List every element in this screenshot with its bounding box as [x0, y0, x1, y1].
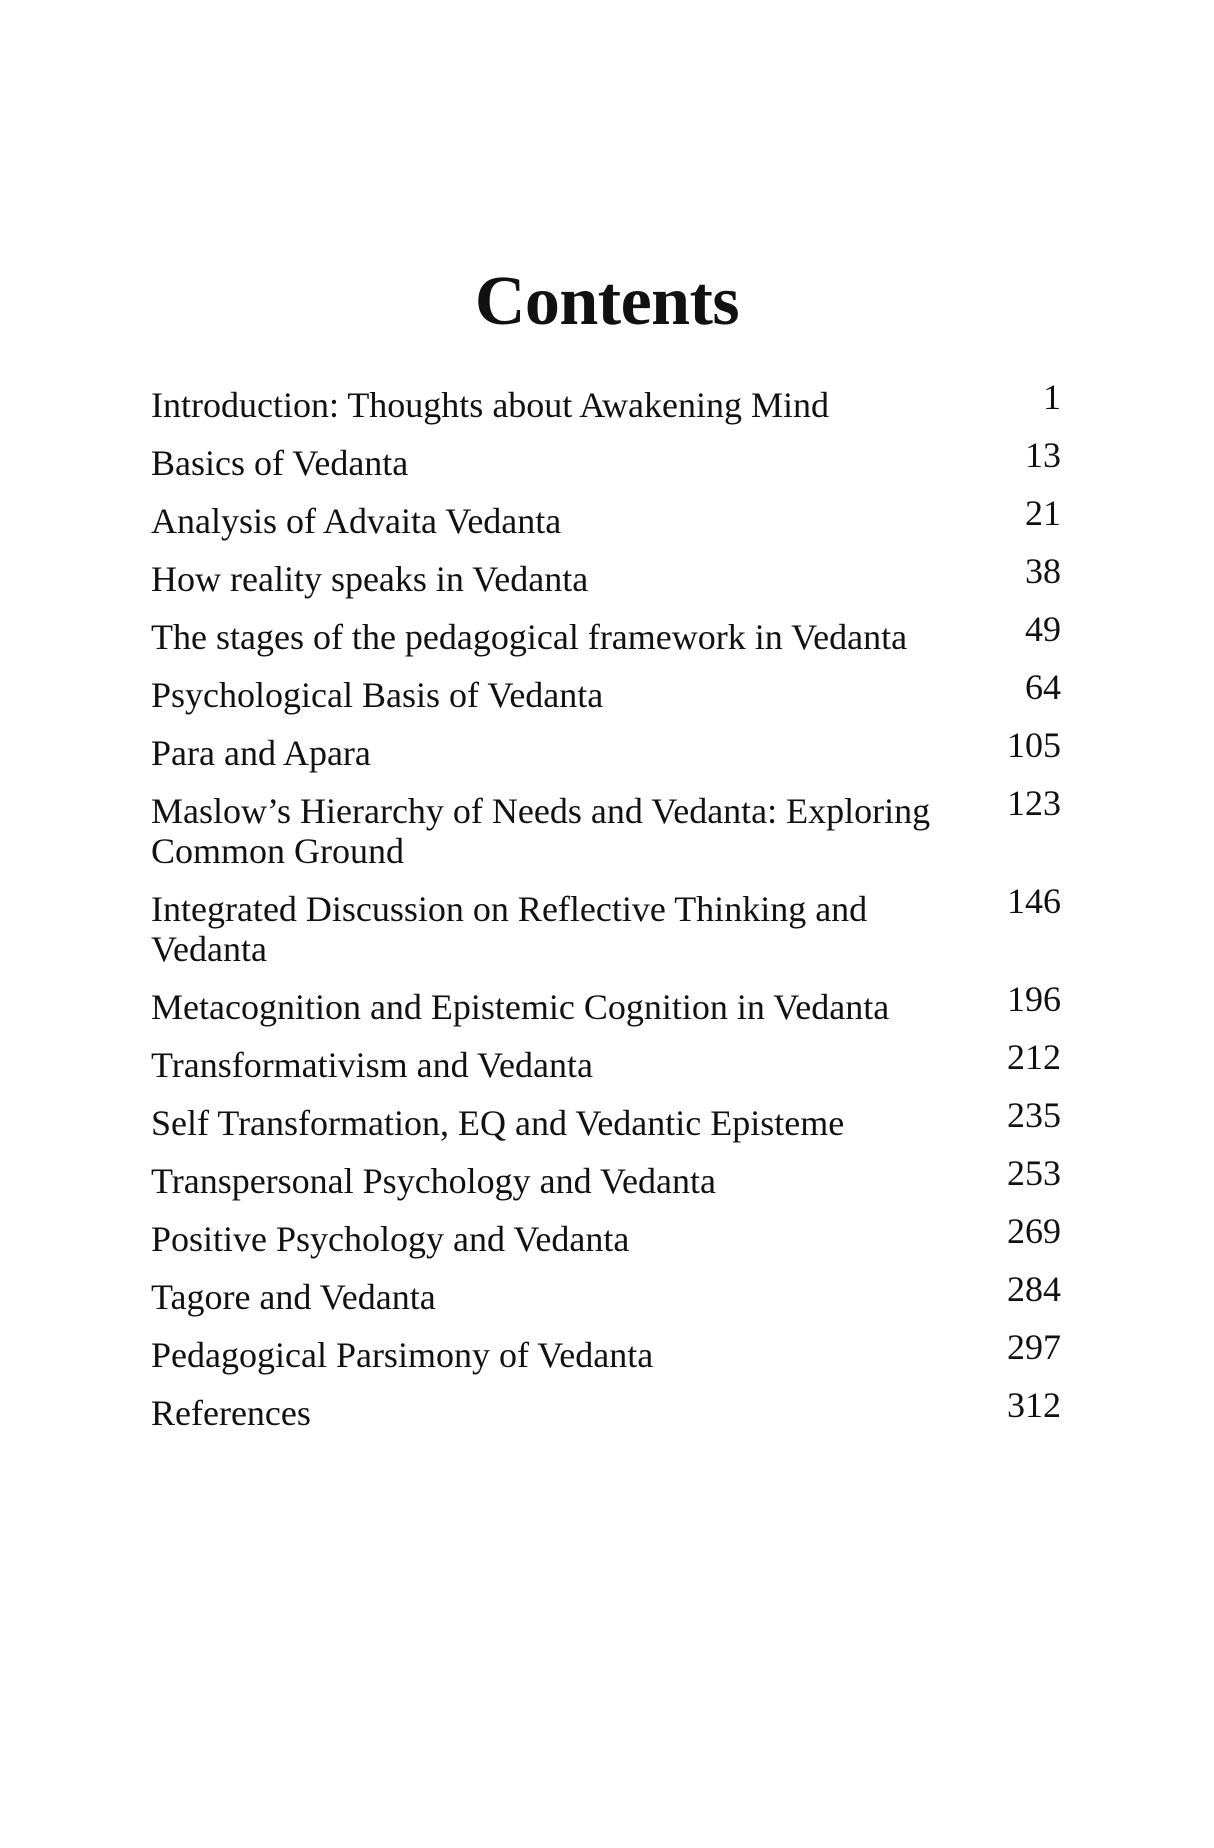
toc-entry-title: The stages of the pedagogical framework in Vedanta: [151, 617, 908, 657]
toc-entry-page-number: 105: [1007, 725, 1061, 765]
toc-entry-title: Integrated Discussion on Reflective Thinking and Vedanta: [151, 889, 868, 969]
toc-entry: [151, 667, 1061, 715]
toc-entry-page-number: 312: [1007, 1385, 1061, 1425]
toc-entry-page-number: 284: [1007, 1269, 1061, 1309]
toc-entry-page-number: 38: [1025, 551, 1061, 591]
toc-entry: [151, 725, 1061, 773]
toc-entry: [151, 979, 1061, 1027]
toc-entry-page-number: 235: [1007, 1095, 1061, 1135]
toc-entry: [151, 1211, 1061, 1259]
toc-entry-page-number: 212: [1007, 1037, 1061, 1077]
toc-entry-page-number: 196: [1007, 979, 1061, 1019]
toc-entry-title: Self Transformation, EQ and Vedantic Episteme: [151, 1103, 845, 1143]
toc-entry-page-number: 123: [1007, 783, 1061, 823]
toc-entry: [151, 1269, 1061, 1317]
toc-entry: [151, 435, 1061, 483]
toc-entry-page-number: 49: [1025, 609, 1061, 649]
toc-entry-title: Psychological Basis of Vedanta: [151, 675, 604, 715]
toc-entry: [151, 551, 1061, 599]
toc-entry-page-number: 13: [1025, 435, 1061, 475]
toc-entry-title: References: [151, 1393, 311, 1433]
toc-entry-title: Introduction: Thoughts about Awakening Mind: [151, 385, 829, 425]
page-title: Contents: [474, 263, 740, 340]
toc-entry: [151, 1385, 1061, 1433]
toc-entry-title: Transpersonal Psychology and Vedanta: [151, 1161, 716, 1201]
toc-entry: [151, 1153, 1061, 1201]
toc-entry: [151, 377, 1061, 425]
toc-entry-title: Positive Psychology and Vedanta: [151, 1219, 630, 1259]
toc-entry-page-number: 146: [1007, 881, 1061, 921]
toc-entry-page-number: 1: [1043, 377, 1061, 417]
toc-entry-page-number: 64: [1025, 667, 1061, 707]
toc-entry: [151, 1037, 1061, 1085]
toc-entry: [151, 1327, 1061, 1375]
toc-entry: [151, 609, 1061, 657]
toc-entry-page-number: 21: [1025, 493, 1061, 533]
toc-entry: [151, 783, 1061, 871]
toc-entry-title: How reality speaks in Vedanta: [151, 559, 589, 599]
toc-entry: [151, 881, 1061, 969]
toc-entry-page-number: 253: [1007, 1153, 1061, 1193]
toc-entry-title: Basics of Vedanta: [151, 443, 409, 483]
toc-entry-title: Tagore and Vedanta: [151, 1277, 436, 1317]
toc-entry: [151, 1095, 1061, 1143]
toc-entry-page-number: 269: [1007, 1211, 1061, 1251]
toc-entry: [151, 493, 1061, 541]
table-of-contents: [151, 377, 1061, 1451]
toc-entry-title: Analysis of Advaita Vedanta: [151, 501, 562, 541]
toc-entry-title: Pedagogical Parsimony of Vedanta: [151, 1335, 654, 1375]
toc-entry-title: Maslow’s Hierarchy of Needs and Vedanta: Exploring Common Ground: [151, 791, 931, 871]
toc-entry-title: Para and Apara: [151, 733, 371, 773]
toc-entry-title: Metacognition and Epistemic Cognition in Vedanta: [151, 987, 890, 1027]
toc-entry-page-number: 297: [1007, 1327, 1061, 1367]
toc-entry-title: Transformativism and Vedanta: [151, 1045, 593, 1085]
